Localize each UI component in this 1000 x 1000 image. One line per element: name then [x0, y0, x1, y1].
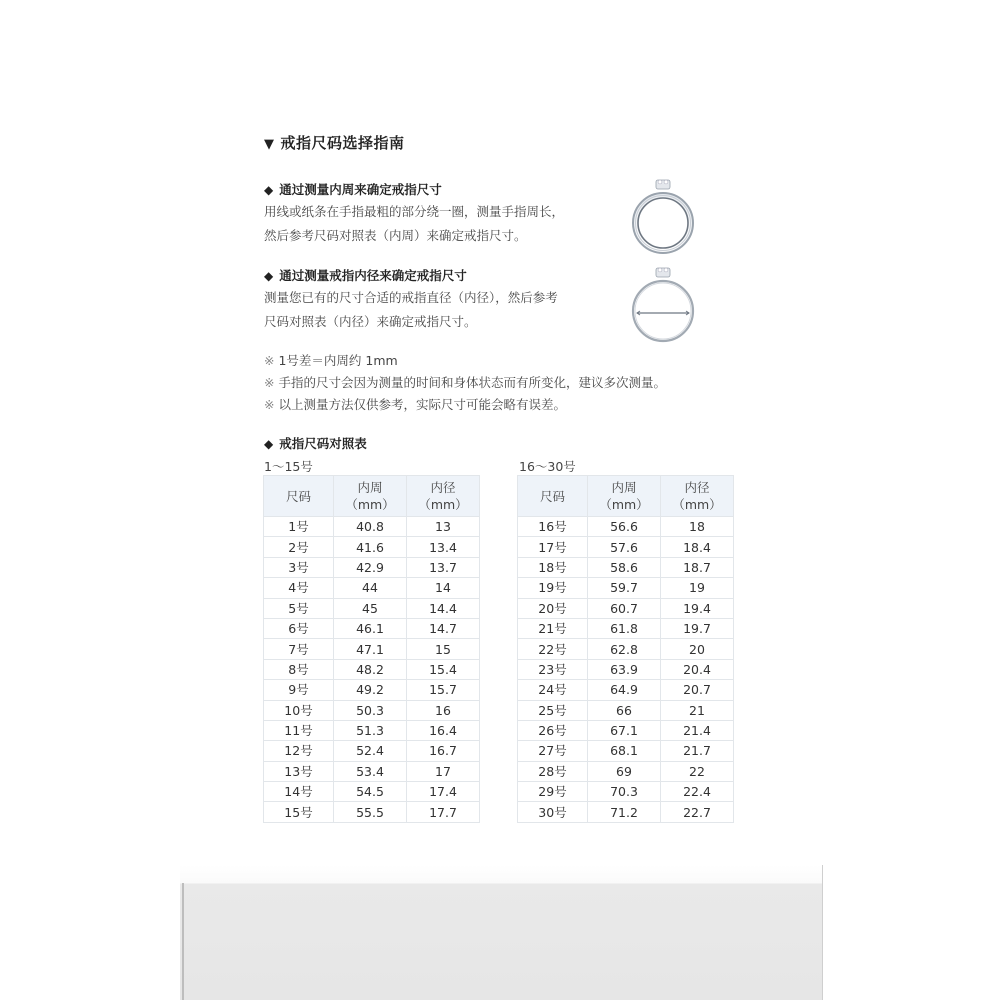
reference-mark-icon: ※ [264, 353, 275, 368]
cell-diameter: 13.7 [407, 557, 480, 577]
table-row [518, 761, 734, 781]
table-row [518, 517, 734, 537]
cell-size: 23号 [518, 659, 588, 679]
cell-diameter: 16 [407, 700, 480, 720]
cell-diameter: 18 [661, 517, 734, 537]
table-row [264, 578, 480, 598]
table-row [518, 639, 734, 659]
table-row [264, 517, 480, 537]
table-row [518, 598, 734, 618]
cell-diameter: 15 [407, 639, 480, 659]
column-header-diameter [661, 476, 734, 517]
section-heading-text: 通过测量内周来确定戒指尺寸 [279, 182, 442, 197]
table-row [518, 680, 734, 700]
cell-circumference: 42.9 [334, 557, 407, 577]
ring-circumference-icon [630, 178, 696, 258]
cell-circumference: 58.6 [588, 557, 661, 577]
cell-size: 21号 [518, 618, 588, 638]
cell-diameter: 21.7 [661, 741, 734, 761]
cell-circumference: 44 [334, 578, 407, 598]
cell-size: 20号 [518, 598, 588, 618]
table-row [518, 659, 734, 679]
cell-circumference: 64.9 [588, 680, 661, 700]
cell-size: 8号 [264, 659, 334, 679]
size-table-heading [264, 434, 367, 452]
table-header-row [264, 476, 480, 517]
cell-circumference: 68.1 [588, 741, 661, 761]
cell-diameter: 19 [661, 578, 734, 598]
page-title [264, 132, 405, 153]
cell-size: 15号 [264, 802, 334, 822]
table-row [518, 741, 734, 761]
cell-circumference: 51.3 [334, 720, 407, 740]
table-row [264, 618, 480, 638]
table-row [264, 761, 480, 781]
cell-circumference: 40.8 [334, 517, 407, 537]
cell-diameter: 17 [407, 761, 480, 781]
table-row [518, 537, 734, 557]
cell-size: 7号 [264, 639, 334, 659]
cell-size: 22号 [518, 639, 588, 659]
cell-diameter: 22.7 [661, 802, 734, 822]
cell-diameter: 18.7 [661, 557, 734, 577]
notes-list [264, 350, 666, 416]
table-row [264, 782, 480, 802]
cell-circumference: 53.4 [334, 761, 407, 781]
cell-diameter: 21.4 [661, 720, 734, 740]
column-header-circumference [588, 476, 661, 517]
header-line: （mm） [418, 497, 468, 512]
cell-size: 29号 [518, 782, 588, 802]
table-row [264, 802, 480, 822]
triangle-down-icon: ▼ [264, 137, 275, 152]
cell-size: 4号 [264, 578, 334, 598]
cell-circumference: 56.6 [588, 517, 661, 537]
cell-size: 6号 [264, 618, 334, 638]
cell-circumference: 71.2 [588, 802, 661, 822]
header-line: 内周 [357, 480, 383, 495]
diamond-bullet-icon: ◆ [264, 183, 274, 197]
diamond-bullet-icon: ◆ [264, 437, 274, 451]
table-row [264, 598, 480, 618]
table-row [264, 639, 480, 659]
cell-circumference: 69 [588, 761, 661, 781]
cell-diameter: 20.4 [661, 659, 734, 679]
size-table-16-30 [517, 475, 734, 823]
cell-diameter: 14.7 [407, 618, 480, 638]
product-display-panel [180, 865, 823, 1000]
cell-size: 19号 [518, 578, 588, 598]
table-range-label: 1～15号 [264, 459, 313, 474]
cell-size: 10号 [264, 700, 334, 720]
table-row [264, 659, 480, 679]
table-range-label: 16～30号 [519, 459, 576, 474]
cell-diameter: 17.7 [407, 802, 480, 822]
cell-size: 16号 [518, 517, 588, 537]
header-line: （mm） [599, 497, 649, 512]
cell-circumference: 60.7 [588, 598, 661, 618]
cell-circumference: 66 [588, 700, 661, 720]
cell-diameter: 19.4 [661, 598, 734, 618]
table-row [518, 802, 734, 822]
cell-circumference: 67.1 [588, 720, 661, 740]
cell-circumference: 63.9 [588, 659, 661, 679]
cell-circumference: 41.6 [334, 537, 407, 557]
body-line: 测量您已有的尺寸合适的戒指直径（内径），然后参考 [264, 290, 558, 305]
table-row [264, 720, 480, 740]
header-line: 内周 [611, 480, 637, 495]
cell-size: 27号 [518, 741, 588, 761]
header-line: 内径 [684, 480, 710, 495]
table-row [264, 537, 480, 557]
cell-size: 1号 [264, 517, 334, 537]
reference-mark-icon: ※ [264, 397, 275, 412]
column-header-size: 尺码 [264, 476, 334, 517]
cell-size: 28号 [518, 761, 588, 781]
cell-circumference: 48.2 [334, 659, 407, 679]
table-row [264, 741, 480, 761]
cell-diameter: 17.4 [407, 782, 480, 802]
cell-size: 25号 [518, 700, 588, 720]
header-line: 内径 [430, 480, 456, 495]
cell-size: 12号 [264, 741, 334, 761]
cell-circumference: 57.6 [588, 537, 661, 557]
note-item [264, 394, 666, 416]
cell-circumference: 45 [334, 598, 407, 618]
cell-circumference: 54.5 [334, 782, 407, 802]
cell-diameter: 16.7 [407, 741, 480, 761]
cell-diameter: 20 [661, 639, 734, 659]
cell-size: 11号 [264, 720, 334, 740]
cell-size: 13号 [264, 761, 334, 781]
reference-mark-icon: ※ [264, 375, 275, 390]
cell-size: 2号 [264, 537, 334, 557]
note-text: 以上测量方法仅供参考，实际尺寸可能会略有误差。 [278, 397, 566, 412]
cell-circumference: 55.5 [334, 802, 407, 822]
note-text: 1号差＝内周约 1mm [278, 353, 398, 368]
table-body [264, 517, 480, 823]
section-heading-text: 通过测量戒指内径来确定戒指尺寸 [279, 268, 467, 283]
table-row [518, 618, 734, 638]
title-text: 戒指尺码选择指南 [280, 134, 405, 152]
cell-diameter: 13.4 [407, 537, 480, 557]
cell-size: 18号 [518, 557, 588, 577]
cell-size: 14号 [264, 782, 334, 802]
cell-size: 9号 [264, 680, 334, 700]
cell-circumference: 50.3 [334, 700, 407, 720]
table-header-row [518, 476, 734, 517]
cell-circumference: 52.4 [334, 741, 407, 761]
table-row [264, 680, 480, 700]
cell-circumference: 70.3 [588, 782, 661, 802]
table-row [518, 782, 734, 802]
body-line: 用线或纸条在手指最粗的部分绕一圈，测量手指周长， [264, 204, 565, 219]
size-table-1-15 [263, 475, 480, 823]
cell-diameter: 22.4 [661, 782, 734, 802]
cell-diameter: 19.7 [661, 618, 734, 638]
note-text: 手指的尺寸会因为测量的时间和身体状态而有所变化，建议多次测量。 [278, 375, 666, 390]
ring-diameter-icon [630, 266, 696, 346]
header-line: （mm） [672, 497, 722, 512]
body-line: 尺码对照表（内径）来确定戒指尺寸。 [264, 314, 477, 329]
note-item [264, 350, 666, 372]
cell-circumference: 46.1 [334, 618, 407, 638]
cell-diameter: 15.4 [407, 659, 480, 679]
note-item [264, 372, 666, 394]
cell-diameter: 14 [407, 578, 480, 598]
cell-circumference: 62.8 [588, 639, 661, 659]
cell-circumference: 47.1 [334, 639, 407, 659]
cell-diameter: 21 [661, 700, 734, 720]
cell-size: 26号 [518, 720, 588, 740]
column-header-size: 尺码 [518, 476, 588, 517]
table-row [518, 557, 734, 577]
cell-size: 30号 [518, 802, 588, 822]
table-body [518, 517, 734, 823]
table-row [264, 557, 480, 577]
diamond-bullet-icon: ◆ [264, 269, 274, 283]
header-line: （mm） [345, 497, 395, 512]
cell-diameter: 14.4 [407, 598, 480, 618]
cell-diameter: 13 [407, 517, 480, 537]
cell-size: 3号 [264, 557, 334, 577]
cell-diameter: 18.4 [661, 537, 734, 557]
cell-diameter: 22 [661, 761, 734, 781]
table-row [518, 700, 734, 720]
table-row [518, 720, 734, 740]
body-line: 然后参考尺码对照表（内周）来确定戒指尺寸。 [264, 228, 527, 243]
cell-circumference: 49.2 [334, 680, 407, 700]
cell-circumference: 59.7 [588, 578, 661, 598]
column-header-diameter [407, 476, 480, 517]
cell-size: 24号 [518, 680, 588, 700]
cell-circumference: 61.8 [588, 618, 661, 638]
table-row [518, 578, 734, 598]
cell-diameter: 16.4 [407, 720, 480, 740]
cell-diameter: 20.7 [661, 680, 734, 700]
column-header-circumference [334, 476, 407, 517]
size-table-heading-text: 戒指尺码对照表 [279, 436, 367, 451]
cell-size: 5号 [264, 598, 334, 618]
cell-size: 17号 [518, 537, 588, 557]
cell-diameter: 15.7 [407, 680, 480, 700]
table-row [264, 700, 480, 720]
